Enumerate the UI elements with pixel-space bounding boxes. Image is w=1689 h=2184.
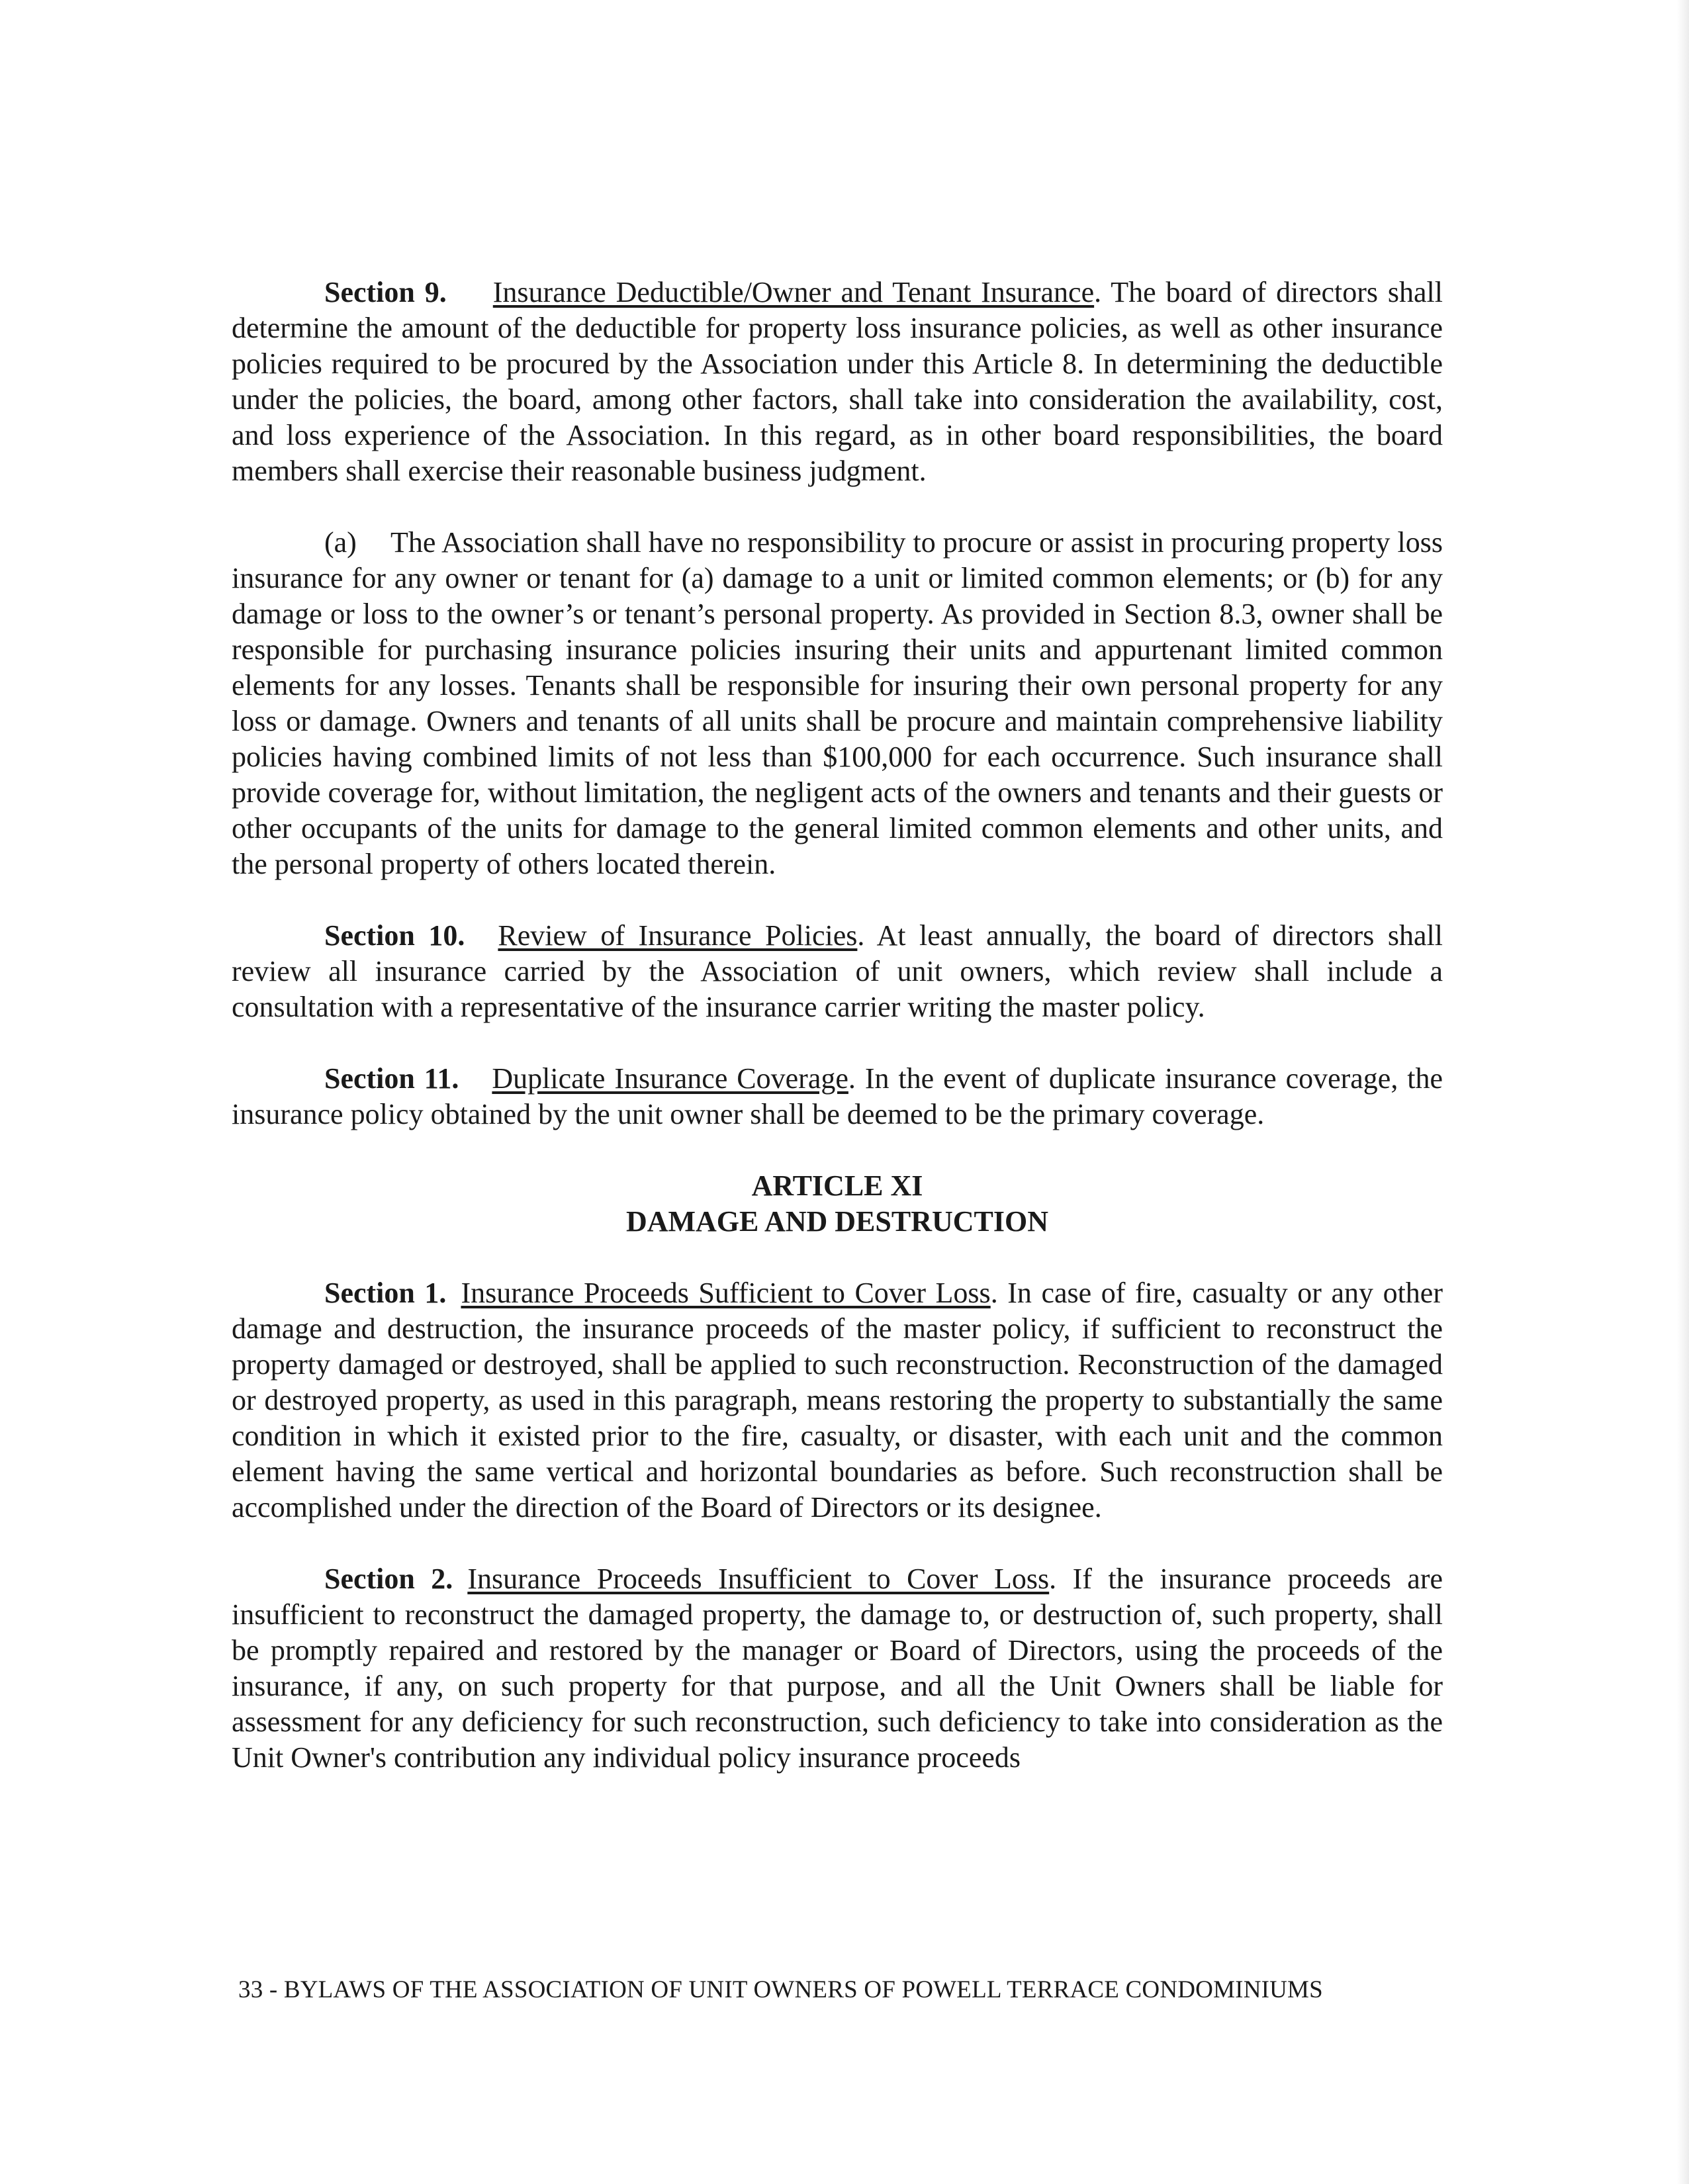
article-heading: [232, 1168, 1443, 1240]
section-body: . In case of fire, casualty or any other damage and destruction, the insurance proceeds of the master policy, if sufficient to reconstruct the property damaged or destroyed, shall be applied to such reconstruction. Reconstruction of the damaged or destroyed property, as used in this paragraph, means restoring the property to substantially the same condition in which it existed prior to the fire, casualty, or disaster, with each unit and the common element having the same vertical and horizontal boundaries as before. Such reconstruction shall be accomplished under the direction of the Board of Directors or its designee.: [232, 1277, 1443, 1524]
section-heading: Insurance Proceeds Sufficient to Cover Loss: [461, 1277, 991, 1309]
section-label: Section 1.: [324, 1277, 447, 1309]
section-heading: Insurance Deductible/Owner and Tenant Insurance: [492, 276, 1095, 308]
section-11-paragraph: [232, 1061, 1443, 1132]
page-footer: 33 - BYLAWS OF THE ASSOCIATION OF UNIT OWNERS OF POWELL TERRACE CONDOMINIUMS: [238, 1976, 1323, 2003]
article-number: ARTICLE XI: [751, 1169, 923, 1202]
section-label: Section 10.: [324, 919, 465, 952]
article-title: DAMAGE AND DESTRUCTION: [625, 1205, 1049, 1238]
section-label: Section 11.: [324, 1062, 459, 1095]
section-body: . At least annually, the board of directors shall review all insurance carried by the Association of unit owners, which review shall include a consultation with a representative of the insurance carrier writing the master policy.: [232, 919, 1443, 1023]
section-label: Section 2.: [324, 1563, 453, 1595]
article-section-1-paragraph: [232, 1275, 1443, 1525]
section-heading: Review of Insurance Policies: [498, 919, 858, 952]
subsection-body: The Association shall have no responsibility to procure or assist in procuring property loss insurance for any owner or tenant for (a) damage to a unit or limited common elements; or (b) for any damage or loss to the owner’s or tenant’s personal property. As provided in Section 8.3, owner shall be responsible for purchasing insurance policies insuring their units and appurtenant limited common elements for any losses. Tenants shall be responsible for insuring their own personal property for any loss or damage. Owners and tenants of all units shall be procure and maintain comprehensive liability policies having combined limits of not less than $100,000 for each occurrence. Such insurance shall provide coverage for, without limitation, the negligent acts of the owners and tenants and their guests or other occupants of the units for damage to the general limited common elements and other units, and the personal property of others located therein.: [232, 526, 1443, 880]
section-label: Section 9.: [324, 276, 447, 308]
section-heading: Duplicate Insurance Coverage: [492, 1062, 848, 1095]
section-body: . In the event of duplicate insurance coverage, the insurance policy obtained by the unit owner shall be deemed to be the primary coverage.: [232, 1062, 1443, 1130]
article-section-2-paragraph: [232, 1561, 1443, 1776]
page-content: [232, 275, 1443, 1776]
section-10-paragraph: [232, 918, 1443, 1025]
scan-edge-shadow: [1677, 0, 1689, 2184]
subsection-a-paragraph: [232, 525, 1443, 882]
section-body: . The board of directors shall determine the amount of the deductible for property loss insurance policies, as well as other insurance policies required to be procured by the Association under this Article 8. In determining the deductible under the policies, the board, among other factors, shall take into consideration the availability, cost, and loss experience of the Association. In this regard, as in other board responsibilities, the board members shall exercise their reasonable business judgment.: [232, 276, 1443, 487]
section-body: . If the insurance proceeds are insufficient to reconstruct the damaged property, the damage to, or destruction of, such property, shall be promptly repaired and restored by the manager or Board of Directors, using the proceeds of the insurance, if any, on such property for that purpose, and all the Unit Owners shall be liable for assessment for any deficiency for such reconstruction, such deficiency to take into consideration as the Unit Owner's contribution any individual policy insurance proceeds: [232, 1563, 1443, 1774]
section-9-paragraph: [232, 275, 1443, 489]
subsection-label: (a): [324, 526, 357, 559]
section-heading: Insurance Proceeds Insufficient to Cover Loss: [467, 1563, 1050, 1595]
